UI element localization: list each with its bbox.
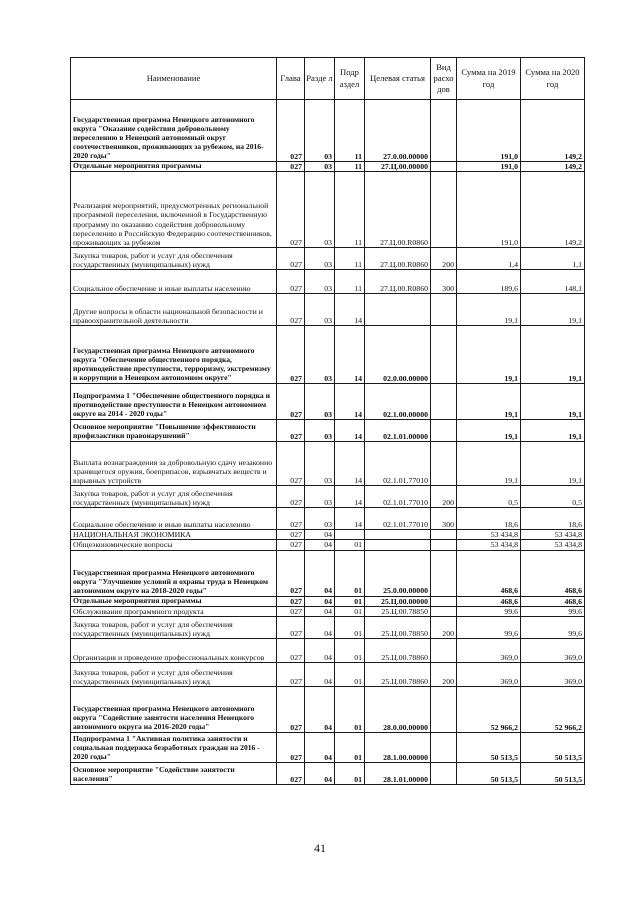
budget-table [70,57,585,785]
cell-target: 27.Ц.00.R0860 [365,172,431,248]
cell-name: Социальное обеспечение и иные выплаты населению [71,270,277,294]
cell-razdel: 04 [305,686,335,732]
cell-vid [431,442,457,486]
cell-podrazdel: 01 [335,762,365,784]
cell-podrazdel: 11 [335,172,365,248]
cell-razdel: 03 [305,508,335,530]
cell-sum-2020: 149,2 [521,172,585,248]
cell-vid [431,638,457,662]
cell-sum-2019: 99,6 [457,616,521,638]
cell-sum-2019: 19,1 [457,442,521,486]
cell-vid [431,686,457,732]
cell-name: Отдельные мероприятия программы [71,596,277,606]
cell-podrazdel: 01 [335,540,365,550]
cell-podrazdel: 01 [335,638,365,662]
table-header-row [71,58,585,100]
cell-name: Организация и проведение профессиональных конкурсов [71,638,277,662]
cell-name: Основное мероприятие "Содействие занятости населения" [71,762,277,784]
cell-sum-2020: 149,2 [521,162,585,172]
cell-target: 25.0.00.00000 [365,550,431,596]
cell-sum-2020: 19,1 [521,326,585,384]
cell-name: Закупка товаров, работ и услуг для обеспечения государственных (муниципальных) нужд [71,486,277,508]
cell-razdel: 04 [305,638,335,662]
cell-name: Закупка товаров, работ и услуг для обеспечения государственных (муниципальных) нужд [71,616,277,638]
cell-glava: 027 [277,270,305,294]
cell-podrazdel: 01 [335,616,365,638]
table-row [71,384,585,420]
cell-sum-2020: 52 966,2 [521,686,585,732]
cell-vid [431,732,457,762]
cell-name: Подпрограмма 1 "Активная политика занятости и социальная поддержка безработных граждан на 2016 - 2020 годы" [71,732,277,762]
cell-glava: 027 [277,508,305,530]
cell-razdel: 03 [305,248,335,270]
cell-podrazdel: 01 [335,732,365,762]
cell-razdel: 03 [305,162,335,172]
cell-podrazdel: 14 [335,442,365,486]
cell-razdel: 03 [305,294,335,326]
cell-name: Социальное обеспечение и иные выплаты населению [71,508,277,530]
cell-target: 02.1.01.00000 [365,420,431,442]
cell-podrazdel: 14 [335,420,365,442]
table-row [71,100,585,162]
cell-vid [431,540,457,550]
cell-sum-2020: 99,6 [521,606,585,616]
table-row [71,442,585,486]
table-row [71,732,585,762]
cell-podrazdel: 14 [335,326,365,384]
cell-sum-2020: 19,1 [521,442,585,486]
table-row [71,762,585,784]
cell-vid: 300 [431,508,457,530]
cell-sum-2019: 191,0 [457,100,521,162]
cell-vid [431,172,457,248]
table-row [71,530,585,540]
table-row [71,508,585,530]
cell-target: 25.Ц.00.78860 [365,662,431,686]
cell-sum-2019: 468,6 [457,596,521,606]
cell-target: 25.Ц.00.78860 [365,638,431,662]
cell-vid: 200 [431,248,457,270]
table-row [71,550,585,596]
cell-sum-2019: 19,1 [457,420,521,442]
header-target: Целевая статья [365,58,431,100]
page-number: 41 [314,841,326,855]
header-vid: Вид расхо дов [431,58,457,100]
cell-sum-2019: 369,0 [457,638,521,662]
cell-glava: 027 [277,616,305,638]
header-podrazdel: Подр аздел [335,58,365,100]
cell-name: Закупка товаров, работ и услуг для обеспечения государственных (муниципальных) нужд [71,662,277,686]
cell-sum-2020: 1,1 [521,248,585,270]
cell-name: Реализация мероприятий, предусмотренных региональной программой переселения, включенной в Государственную программу по оказанию содействия добровольному переселению в Российскую Федерацию соотечественников, проживающих за рубежом [71,172,277,248]
header-sum-2019: Сумма на 2019 год [457,58,521,100]
table-row [71,596,585,606]
cell-razdel: 04 [305,550,335,596]
cell-name: Государственная программа Ненецкого автономного округа "Улучшение условий и охраны труда в Ненецком автономном округе на 2018-2020 годы" [71,550,277,596]
cell-sum-2020: 50 513,5 [521,762,585,784]
cell-sum-2020: 468,6 [521,550,585,596]
cell-name: Обслуживание программного продукта [71,606,277,616]
cell-glava: 027 [277,662,305,686]
cell-name: Государственная программа Ненецкого автономного округа "Содействие занятости населения Ненецкого автономного округа на 2016-2020 годы" [71,686,277,732]
cell-sum-2019: 468,6 [457,550,521,596]
cell-sum-2019: 19,1 [457,384,521,420]
cell-name: Подпрограмма 1 "Обеспечение общественного порядка и противодействие преступности в Ненецком автономном округе на 2014 - 2020 годы" [71,384,277,420]
cell-razdel: 04 [305,762,335,784]
cell-glava: 027 [277,172,305,248]
cell-target: 28.0.00.00000 [365,686,431,732]
cell-vid: 200 [431,616,457,638]
cell-sum-2020: 149,2 [521,100,585,162]
cell-podrazdel: 01 [335,662,365,686]
header-razdel: Разде л [305,58,335,100]
table-row [71,172,585,248]
cell-glava: 027 [277,162,305,172]
cell-vid [431,294,457,326]
cell-target: 28.1.01.00000 [365,762,431,784]
table-row [71,606,585,616]
cell-razdel: 03 [305,326,335,384]
table-body [71,100,585,785]
cell-name: Общеэкономические вопросы [71,540,277,550]
cell-podrazdel: 11 [335,162,365,172]
cell-razdel: 03 [305,172,335,248]
cell-target: 25.Ц.00.78850 [365,616,431,638]
cell-target [365,294,431,326]
cell-razdel: 04 [305,732,335,762]
cell-target: 27.Ц.00.R0860 [365,270,431,294]
cell-vid [431,530,457,540]
cell-name: Закупка товаров, работ и услуг для обеспечения государственных (муниципальных) нужд [71,248,277,270]
cell-sum-2020: 99,6 [521,616,585,638]
cell-target: 02.1.00.00000 [365,384,431,420]
cell-razdel: 03 [305,384,335,420]
cell-podrazdel: 11 [335,248,365,270]
cell-target: 27.0.00.00000 [365,100,431,162]
cell-vid [431,596,457,606]
cell-glava: 027 [277,596,305,606]
cell-glava: 027 [277,442,305,486]
table-row [71,162,585,172]
cell-razdel: 04 [305,616,335,638]
cell-vid [431,606,457,616]
cell-podrazdel: 14 [335,508,365,530]
cell-glava: 027 [277,638,305,662]
cell-podrazdel: 01 [335,550,365,596]
cell-glava: 027 [277,732,305,762]
table-row [71,248,585,270]
cell-sum-2019: 189,6 [457,270,521,294]
cell-podrazdel: 01 [335,606,365,616]
cell-sum-2019: 19,1 [457,326,521,384]
cell-name: Выплата вознаграждения за добровольную сдачу незаконно хранящегося оружия, боеприпасов, взрывчатых веществ и взрывных устройств [71,442,277,486]
table-row [71,326,585,384]
cell-podrazdel: 01 [335,596,365,606]
cell-target [365,540,431,550]
table-row [71,270,585,294]
cell-target: 25.Ц.00.00000 [365,596,431,606]
table-row [71,486,585,508]
cell-sum-2019: 50 513,5 [457,762,521,784]
cell-target: 25.Ц.00.78850 [365,606,431,616]
cell-glava: 027 [277,326,305,384]
table-row [71,294,585,326]
cell-razdel: 03 [305,486,335,508]
cell-razdel: 04 [305,530,335,540]
cell-vid [431,162,457,172]
cell-sum-2020: 18,6 [521,508,585,530]
cell-vid: 200 [431,486,457,508]
cell-sum-2019: 53 434,8 [457,540,521,550]
cell-vid: 300 [431,270,457,294]
cell-name: Государственная программа Ненецкого автономного округа "Обеспечение общественного порядка, противодействие преступности, терроризму, экстремизму и коррупции в Ненецком автономном округе" [71,326,277,384]
table-row [71,616,585,638]
cell-glava: 027 [277,762,305,784]
cell-vid [431,420,457,442]
cell-glava: 027 [277,486,305,508]
cell-glava: 027 [277,100,305,162]
cell-vid [431,326,457,384]
header-glava: Глава [277,58,305,100]
cell-target [365,530,431,540]
table-row [71,662,585,686]
cell-sum-2019: 191,0 [457,172,521,248]
table-row [71,420,585,442]
cell-target: 02.1.01.77010 [365,486,431,508]
cell-podrazdel: 14 [335,384,365,420]
cell-razdel: 03 [305,442,335,486]
cell-sum-2020: 19,1 [521,384,585,420]
cell-glava: 027 [277,686,305,732]
cell-podrazdel: 14 [335,486,365,508]
cell-razdel: 04 [305,596,335,606]
cell-sum-2020: 0,5 [521,486,585,508]
cell-target: 02.1.01.77010 [365,442,431,486]
cell-glava: 027 [277,294,305,326]
cell-name: Отдельные мероприятия программы [71,162,277,172]
cell-vid: 200 [431,662,457,686]
cell-sum-2019: 99,6 [457,606,521,616]
cell-target: 02.0.00.00000 [365,326,431,384]
cell-glava: 027 [277,530,305,540]
cell-sum-2019: 50 513,5 [457,732,521,762]
header-sum-2020: Сумма на 2020 год [521,58,585,100]
cell-name: НАЦИОНАЛЬНАЯ ЭКОНОМИКА [71,530,277,540]
cell-glava: 027 [277,384,305,420]
cell-podrazdel: 14 [335,294,365,326]
cell-sum-2019: 18,6 [457,508,521,530]
cell-razdel: 03 [305,270,335,294]
cell-sum-2020: 50 513,5 [521,732,585,762]
cell-target: 27.Ц.00.00000 [365,162,431,172]
cell-glava: 027 [277,606,305,616]
cell-sum-2019: 19,1 [457,294,521,326]
cell-sum-2019: 53 434,8 [457,530,521,540]
cell-target: 02.1.01.77010 [365,508,431,530]
cell-sum-2019: 52 966,2 [457,686,521,732]
header-name: Наименование [71,58,277,100]
cell-razdel: 03 [305,100,335,162]
cell-sum-2020: 53 434,8 [521,540,585,550]
cell-sum-2020: 468,6 [521,596,585,606]
table-row [71,540,585,550]
cell-sum-2019: 191,0 [457,162,521,172]
cell-glava: 027 [277,420,305,442]
cell-name: Основное мероприятие "Повышение эффективности профилактики правонарушений" [71,420,277,442]
cell-razdel: 04 [305,662,335,686]
cell-glava: 027 [277,248,305,270]
cell-razdel: 04 [305,540,335,550]
cell-sum-2019: 369,0 [457,662,521,686]
cell-vid [431,550,457,596]
cell-name: Государственная программа Ненецкого автономного округа "Оказание содействия добровольному переселению в Ненецкий автономный округ соотечественников, проживающих за рубежом, на 2016-2020 годы" [71,100,277,162]
cell-sum-2020: 369,0 [521,638,585,662]
cell-name: Другие вопросы в области национальной безопасности и правоохранительной деятельности [71,294,277,326]
cell-sum-2020: 53 434,8 [521,530,585,540]
cell-sum-2020: 19,1 [521,294,585,326]
cell-podrazdel: 01 [335,686,365,732]
cell-glava: 027 [277,550,305,596]
cell-vid [431,384,457,420]
table-row [71,638,585,662]
cell-sum-2020: 369,0 [521,662,585,686]
cell-glava: 027 [277,540,305,550]
cell-sum-2020: 19,1 [521,420,585,442]
cell-razdel: 03 [305,420,335,442]
cell-sum-2019: 0,5 [457,486,521,508]
cell-podrazdel: 11 [335,100,365,162]
cell-razdel: 04 [305,606,335,616]
cell-podrazdel [335,530,365,540]
cell-podrazdel: 11 [335,270,365,294]
cell-sum-2020: 148,1 [521,270,585,294]
cell-target: 27.Ц.00.R0860 [365,248,431,270]
cell-sum-2019: 1,4 [457,248,521,270]
cell-vid [431,100,457,162]
cell-target: 28.1.00.00000 [365,732,431,762]
cell-vid [431,762,457,784]
table-row [71,686,585,732]
